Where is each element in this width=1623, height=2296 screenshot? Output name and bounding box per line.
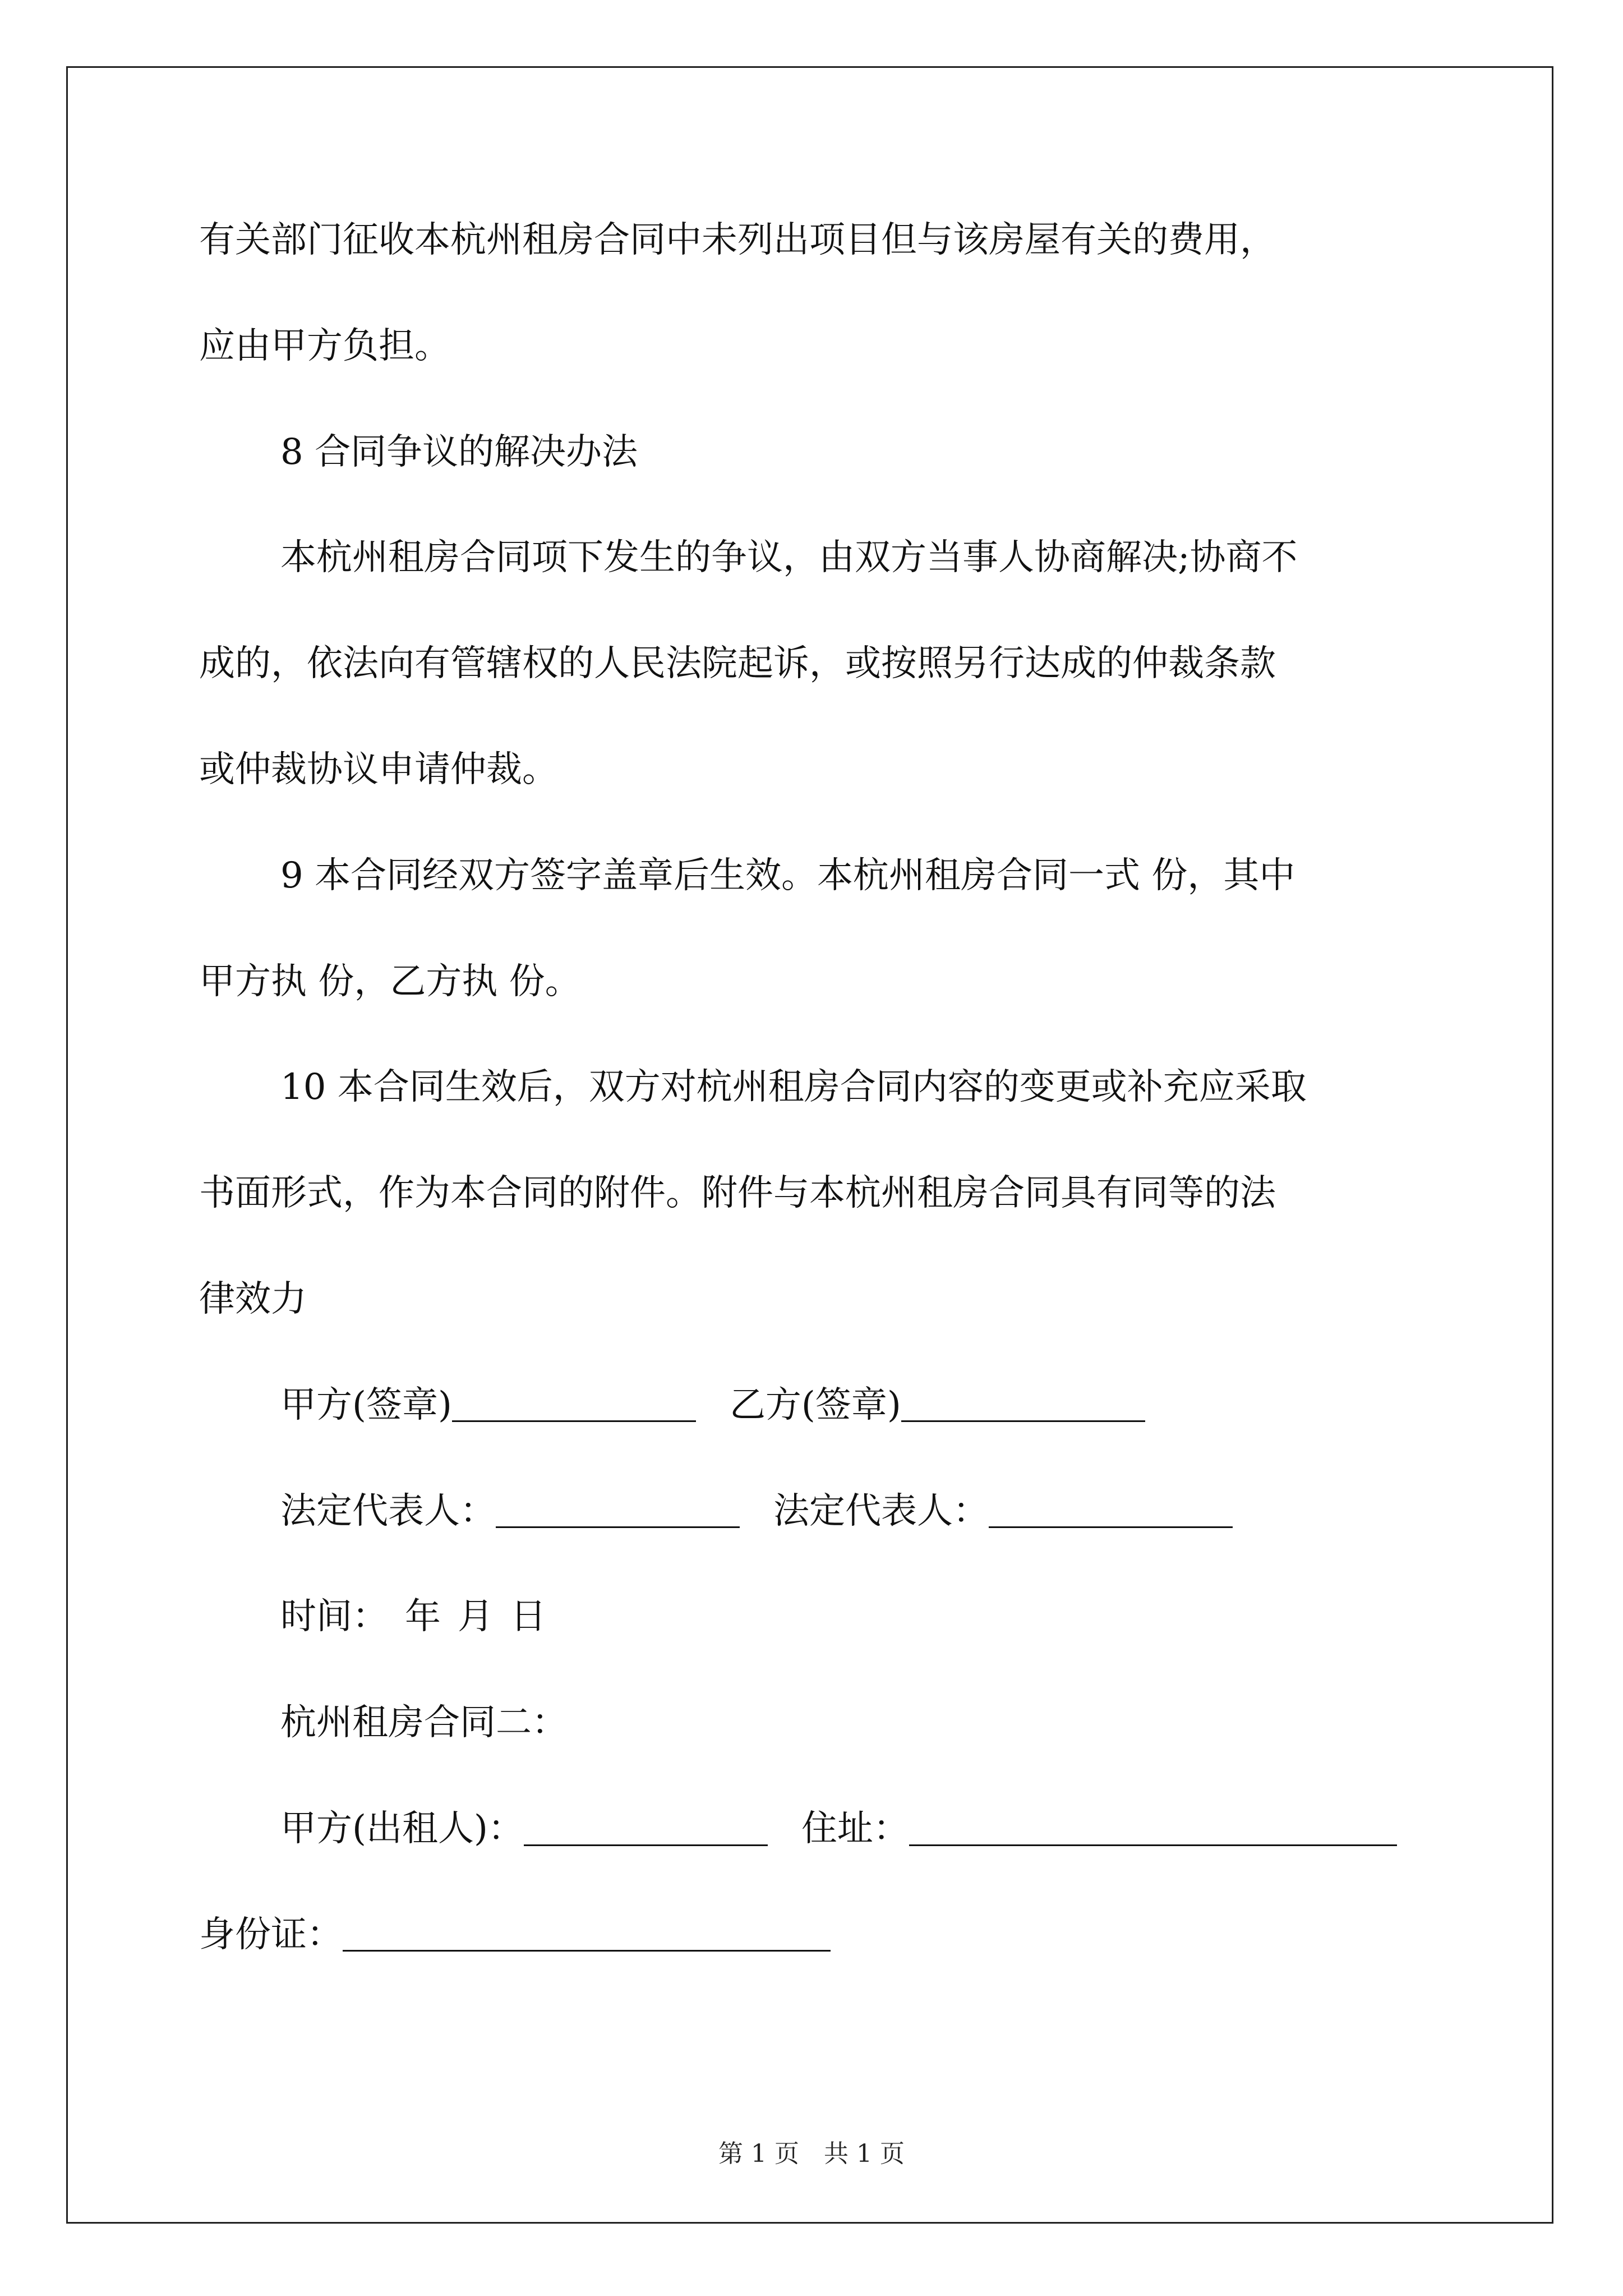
text-line: 本杭州租房合同项下发生的争议，由双方当事人协商解决;协商不	[280, 537, 1298, 579]
text-line: 或仲裁协议申请仲裁。	[199, 748, 558, 790]
id-card-blank[interactable]	[343, 1916, 831, 1952]
contract-2-title	[199, 1701, 1433, 1745]
page-footer: 第 1 页 共 1 页	[718, 2139, 905, 2168]
section-8-title	[199, 431, 1433, 474]
text-line: 律效力	[199, 1278, 307, 1320]
rep-a-blank[interactable]	[496, 1492, 740, 1528]
rep-a-label: 法定代表人：	[280, 1490, 496, 1532]
paragraph-fees	[199, 219, 1433, 368]
text-line: 书面形式，作为本合同的附件。附件与本杭州租房合同具有同等的法	[199, 1172, 1276, 1214]
text-line: 甲方执 份，乙方执 份。	[199, 960, 581, 1002]
rep-b-blank[interactable]	[989, 1492, 1233, 1528]
id-card-label: 身份证：	[199, 1913, 343, 1955]
month-label: 月	[458, 1596, 494, 1638]
landlord-name-blank[interactable]	[524, 1810, 768, 1846]
text-line: 有关部门征收本杭州租房合同中未列出项目但与该房屋有关的费用，	[199, 219, 1276, 261]
party-b-sign-label: 乙方(签章)	[729, 1384, 901, 1426]
text-line: 10 本合同生效后，双方对杭州租房合同内容的变更或补充应采取	[280, 1066, 1307, 1108]
text-line: 9 本合同经双方签字盖章后生效。本杭州租房合同一式 份，其中	[280, 854, 1295, 896]
rep-b-label: 法定代表人：	[773, 1490, 989, 1532]
section-8-body	[199, 536, 1433, 791]
landlord-info	[199, 1807, 1433, 1957]
signature-row-parties	[199, 1384, 1433, 1427]
day-label: 日	[510, 1596, 546, 1638]
year-label: 年	[405, 1596, 441, 1638]
signature-row-date	[199, 1595, 1433, 1639]
section-heading: 8 合同争议的解决办法	[280, 431, 638, 473]
party-a-sign-label: 甲方(签章)	[280, 1384, 452, 1426]
signature-row-reps	[199, 1490, 1433, 1533]
text-line: 应由甲方负担。	[199, 325, 450, 367]
party-a-sign-blank[interactable]	[452, 1386, 696, 1422]
section-heading: 杭州租房合同二：	[280, 1702, 568, 1744]
text-line: 成的，依法向有管辖权的人民法院起诉，或按照另行达成的仲裁条款	[199, 643, 1276, 685]
document-body	[199, 219, 1433, 2019]
section-10	[199, 1066, 1433, 1320]
section-9	[199, 854, 1433, 1004]
address-label: 住址：	[801, 1807, 909, 1849]
address-blank[interactable]	[909, 1810, 1397, 1846]
party-b-sign-blank[interactable]	[901, 1386, 1145, 1422]
time-label: 时间：	[280, 1596, 388, 1638]
landlord-label: 甲方(出租人)：	[280, 1807, 524, 1849]
